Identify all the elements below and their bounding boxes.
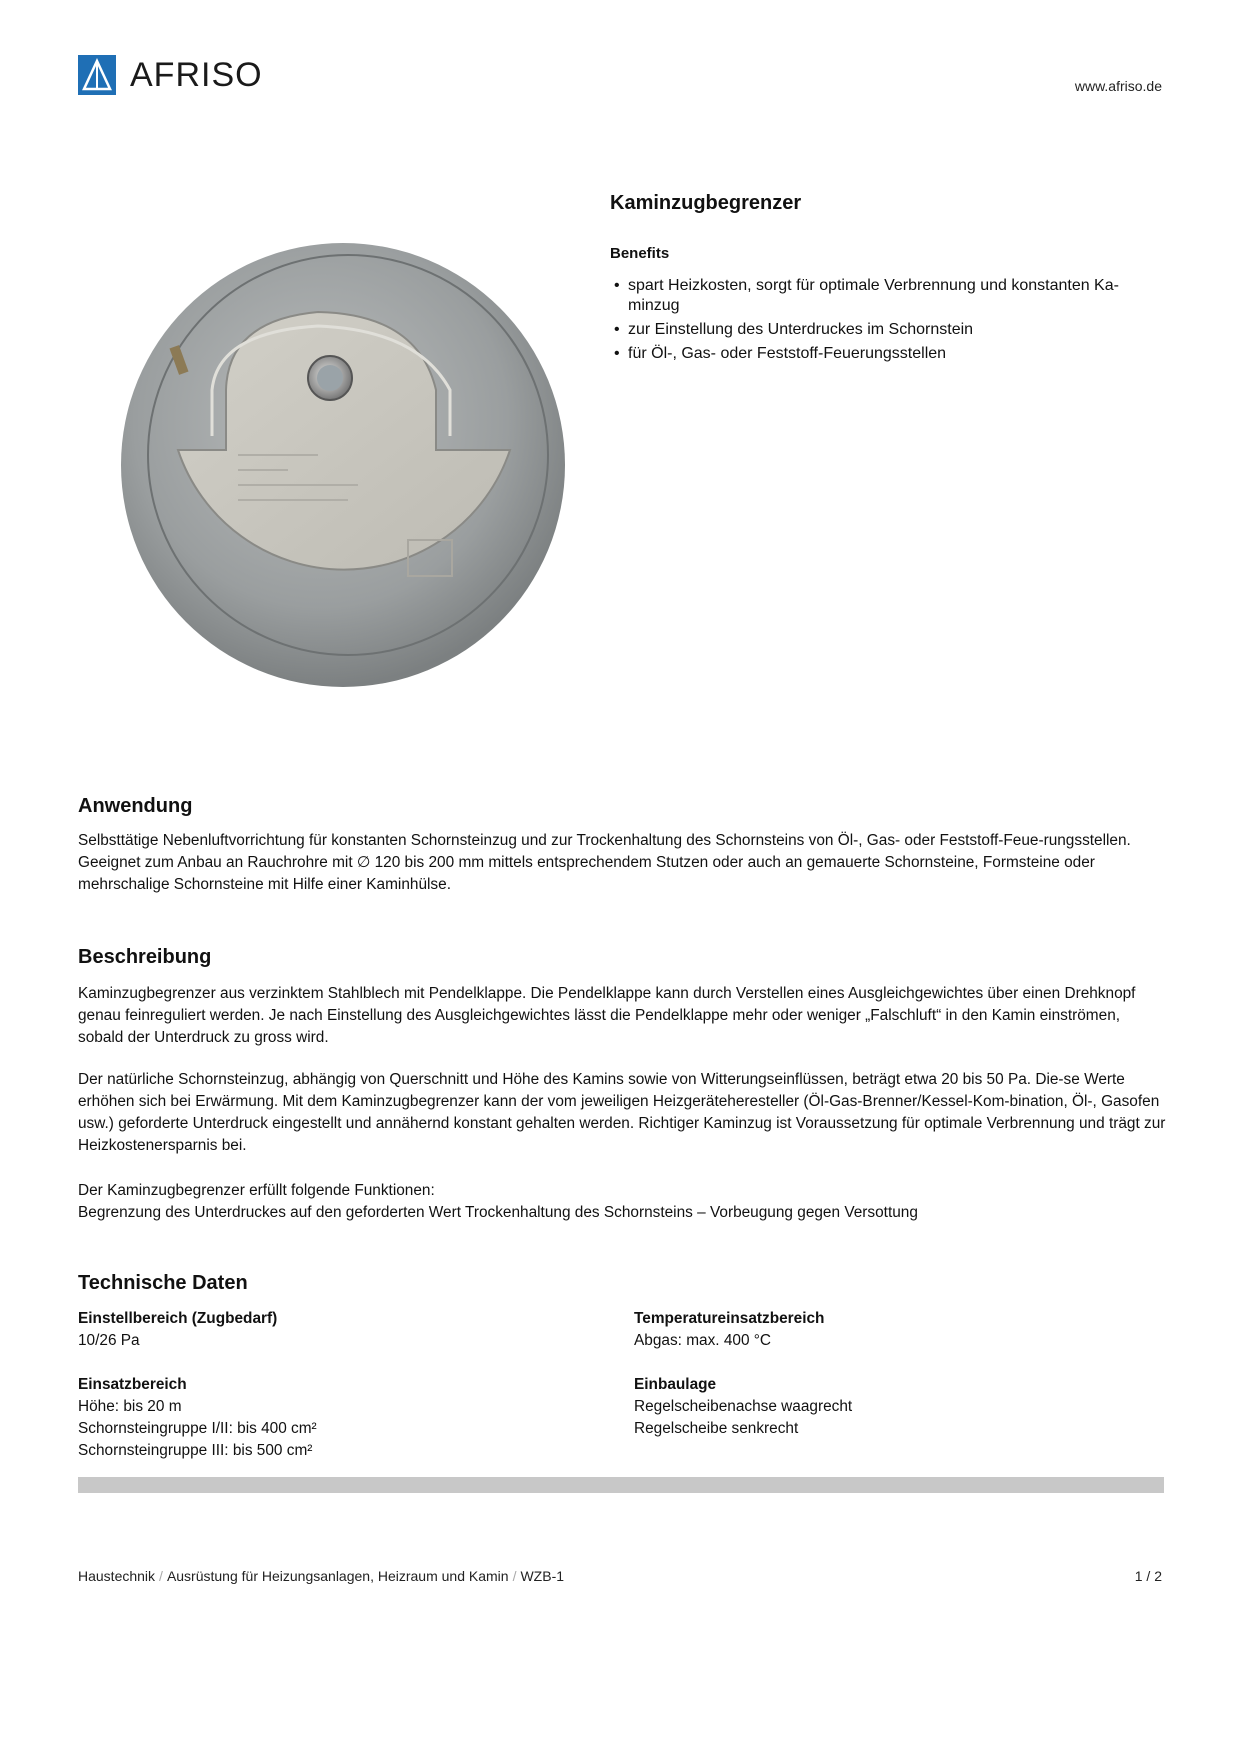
breadcrumb-separator: / — [512, 1568, 517, 1584]
breadcrumb-item: WZB-1 — [520, 1568, 565, 1584]
functions-list: Begrenzung des Unterdruckes auf den geforderten Wert Trockenhaltung des Schornsteins – Vorbeugung gegen Versottung — [78, 1204, 918, 1221]
beschreibung-paragraph: Kaminzugbegrenzer aus verzinktem Stahlblech mit Pendelklappe. Die Pendelklappe kann durch Verstellen eines Ausgleichgewichtes über einen Drehknopf genau feinreguliert werden. Je nach Einstellung des Ausgleichgewichtes lässt die Pendelklappe mehr oder weniger „Falschluft“ in den Kamin einströmen, sobald der Unterdruck zu gross wird. — [78, 985, 1136, 1046]
spec-value: Höhe: bis 20 m — [78, 1398, 182, 1415]
product-title: Kaminzugbegrenzer — [610, 192, 802, 214]
spec-value: 10/26 Pa — [78, 1332, 140, 1349]
benefits-heading: Benefits — [610, 245, 670, 262]
section-title-technische-daten: Technische Daten — [78, 1272, 248, 1294]
anwendung-text: Selbsttätige Nebenluftvorrichtung für konstanten Schornsteinzug und zur Trockenhaltung des Schornsteins von Öl-, Gas- oder Feststoff-Feue-rungsstellen. Geeignet zum Anbau an Rauchrohre mit ∅ 120 bis 200 mm mittels entsprechendem Stutzen oder auch an gemauerte Schornsteine, Formsteine oder mehrschalige Schornsteine mit Hilfe einer Kaminhülse. — [78, 832, 1131, 893]
section-title-beschreibung: Beschreibung — [78, 946, 212, 968]
breadcrumb-separator: / — [159, 1568, 163, 1584]
afriso-triangle-logo-icon — [78, 55, 116, 95]
tech-spec-temperatur — [634, 1308, 824, 1352]
spec-value: Schornsteingruppe I/II: bis 400 cm² — [78, 1420, 317, 1437]
brand-name: AFRISO — [130, 55, 263, 94]
spec-value: Abgas: max. 400 °C — [634, 1332, 772, 1349]
footer-divider-bar — [78, 1477, 1164, 1493]
product-photo — [118, 240, 568, 690]
section-title-anwendung: Anwendung — [78, 795, 193, 817]
functions-intro: Der Kaminzugbegrenzer erfüllt folgende Funktionen: — [78, 1182, 435, 1199]
website-url: www.afriso.de — [1074, 78, 1162, 94]
breadcrumb-item: Ausrüstung für Heizungsanlagen, Heizraum und Kamin — [166, 1568, 509, 1584]
spec-value: Regelscheibe senkrecht — [634, 1420, 799, 1437]
spec-value: Regelscheibenachse waagrecht — [634, 1398, 853, 1415]
benefit-item: • zur Einstellung des Unterdruckes im Schornstein — [612, 320, 1160, 340]
beschreibung-functions — [78, 1180, 1168, 1224]
spec-label: Einstellbereich (Zugbedarf) — [78, 1310, 278, 1327]
page-number: 1 / 2 — [1134, 1568, 1162, 1584]
breadcrumb — [78, 1568, 564, 1584]
spec-label: Einsatzbereich — [78, 1376, 187, 1393]
tech-spec-einsatzbereich — [78, 1374, 317, 1462]
spec-label: Temperatureinsatzbereich — [634, 1310, 825, 1327]
tech-spec-einbaulage — [634, 1374, 852, 1440]
benefit-item: • spart Heizkosten, sorgt für optimale Verbrennung und konstanten Ka-minzug — [612, 276, 1160, 316]
breadcrumb-item: Haustechnik — [78, 1568, 156, 1584]
benefits-list — [612, 276, 1160, 368]
spec-value: Schornsteingruppe III: bis 500 cm² — [78, 1442, 313, 1459]
brand-logo — [78, 55, 263, 95]
spec-label: Einbaulage — [634, 1376, 717, 1393]
beschreibung-paragraph: Der natürliche Schornsteinzug, abhängig von Querschnitt und Höhe des Kamins sowie von Witterungseinflüssen, beträgt etwa 20 bis 50 Pa. Die-se Werte erhöhen sich bei Erwärmung. Mit dem Kaminzugbegrenzer kann der vom jeweiligen Heizgeräteheresteller (Öl-Gas-Brenner/Kessel-Kom-bination, Öl-, Gasofen usw.) geforderte Unterdruck eingestellt und annähernd konstant gehalten werden. Richtiger Kaminzug ist Voraussetzung für optimale Verbrennung und trägt zur Heizkostenersparnis bei. — [78, 1071, 1166, 1154]
benefit-item: • für Öl-, Gas- oder Feststoff-Feuerungsstellen — [612, 344, 1160, 364]
tech-spec-einstellbereich — [78, 1308, 277, 1352]
